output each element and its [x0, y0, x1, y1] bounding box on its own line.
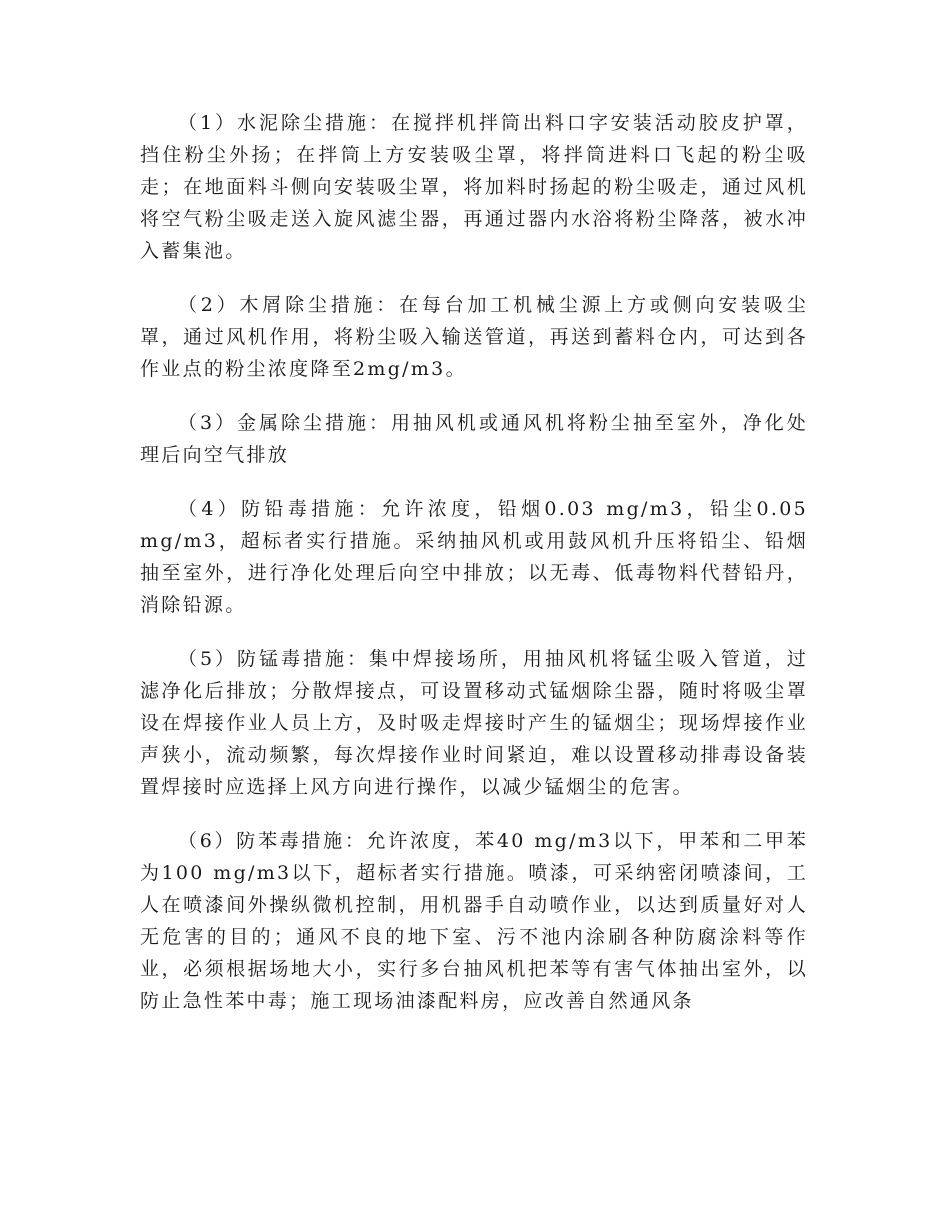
document-body — [140, 107, 808, 1039]
paragraph-metal-dust: （3）金属除尘措施：用抽风机或通风机将粉尘抽至室外，净化处理后向空气排放 — [140, 412, 808, 466]
paragraph-cement-dust: （1）水泥除尘措施：在搅拌机拌筒出料口字安装活动胶皮护罩，挡住粉尘外扬；在拌筒上方安装吸尘罩，将拌筒进料口飞起的粉尘吸走；在地面料斗侧向安装吸尘罩，将加料时扬起的粉尘吸走，通过风机将空气粉尘吸走送入旋风滤尘器，再通过器内水浴将粉尘降落，被水冲入蓄集池。 — [140, 112, 808, 262]
paragraph-manganese-poisoning: （5）防锰毒措施：集中焊接场所，用抽风机将锰尘吸入管道，过滤净化后排放；分散焊接点，可设置移动式锰烟除尘器，随时将吸尘罩设在焊接作业人员上方，及时吸走焊接时产生的锰烟尘；现场焊接作业声狭小，流动频繁，每次焊接作业时间紧迫，难以设置移动排毒设备装置焊接时应选择上风方向进行操作，以减少锰烟尘的危害。 — [140, 648, 808, 798]
paragraph-wood-dust: （2）木屑除尘措施：在每台加工机械尘源上方或侧向安装吸尘罩，通过风机作用，将粉尘吸入输送管道，再送到蓄料仓内，可达到各作业点的粉尘浓度降至2mg/m3。 — [140, 294, 808, 380]
paragraph-lead-poisoning: （4）防铅毒措施：允许浓度，铅烟0.03 mg/m3，铅尘0.05 mg/m3，超标者实行措施。采纳抽风机或用鼓风机升压将铅尘、铅烟抽至室外，进行净化处理后向空中排放；以无毒、低毒物料代替铅丹，消除铅源。 — [140, 498, 808, 616]
paragraph-benzene-poisoning: （6）防苯毒措施：允许浓度，苯40 mg/m3以下，甲苯和二甲苯为100 mg/m3以下，超标者实行措施。喷漆，可采纳密闭喷漆间，工人在喷漆间外操纵微机控制，用机器手自动喷作业，以达到质量好对人无危害的目的；通风不良的地下室、污不池内涂刷各种防腐涂料等作业，必须根据场地大小，实行多台抽风机把苯等有害气体抽出室外，以防止急性苯中毒；施工现场油漆配料房，应改善自然通风条 — [140, 830, 808, 1012]
